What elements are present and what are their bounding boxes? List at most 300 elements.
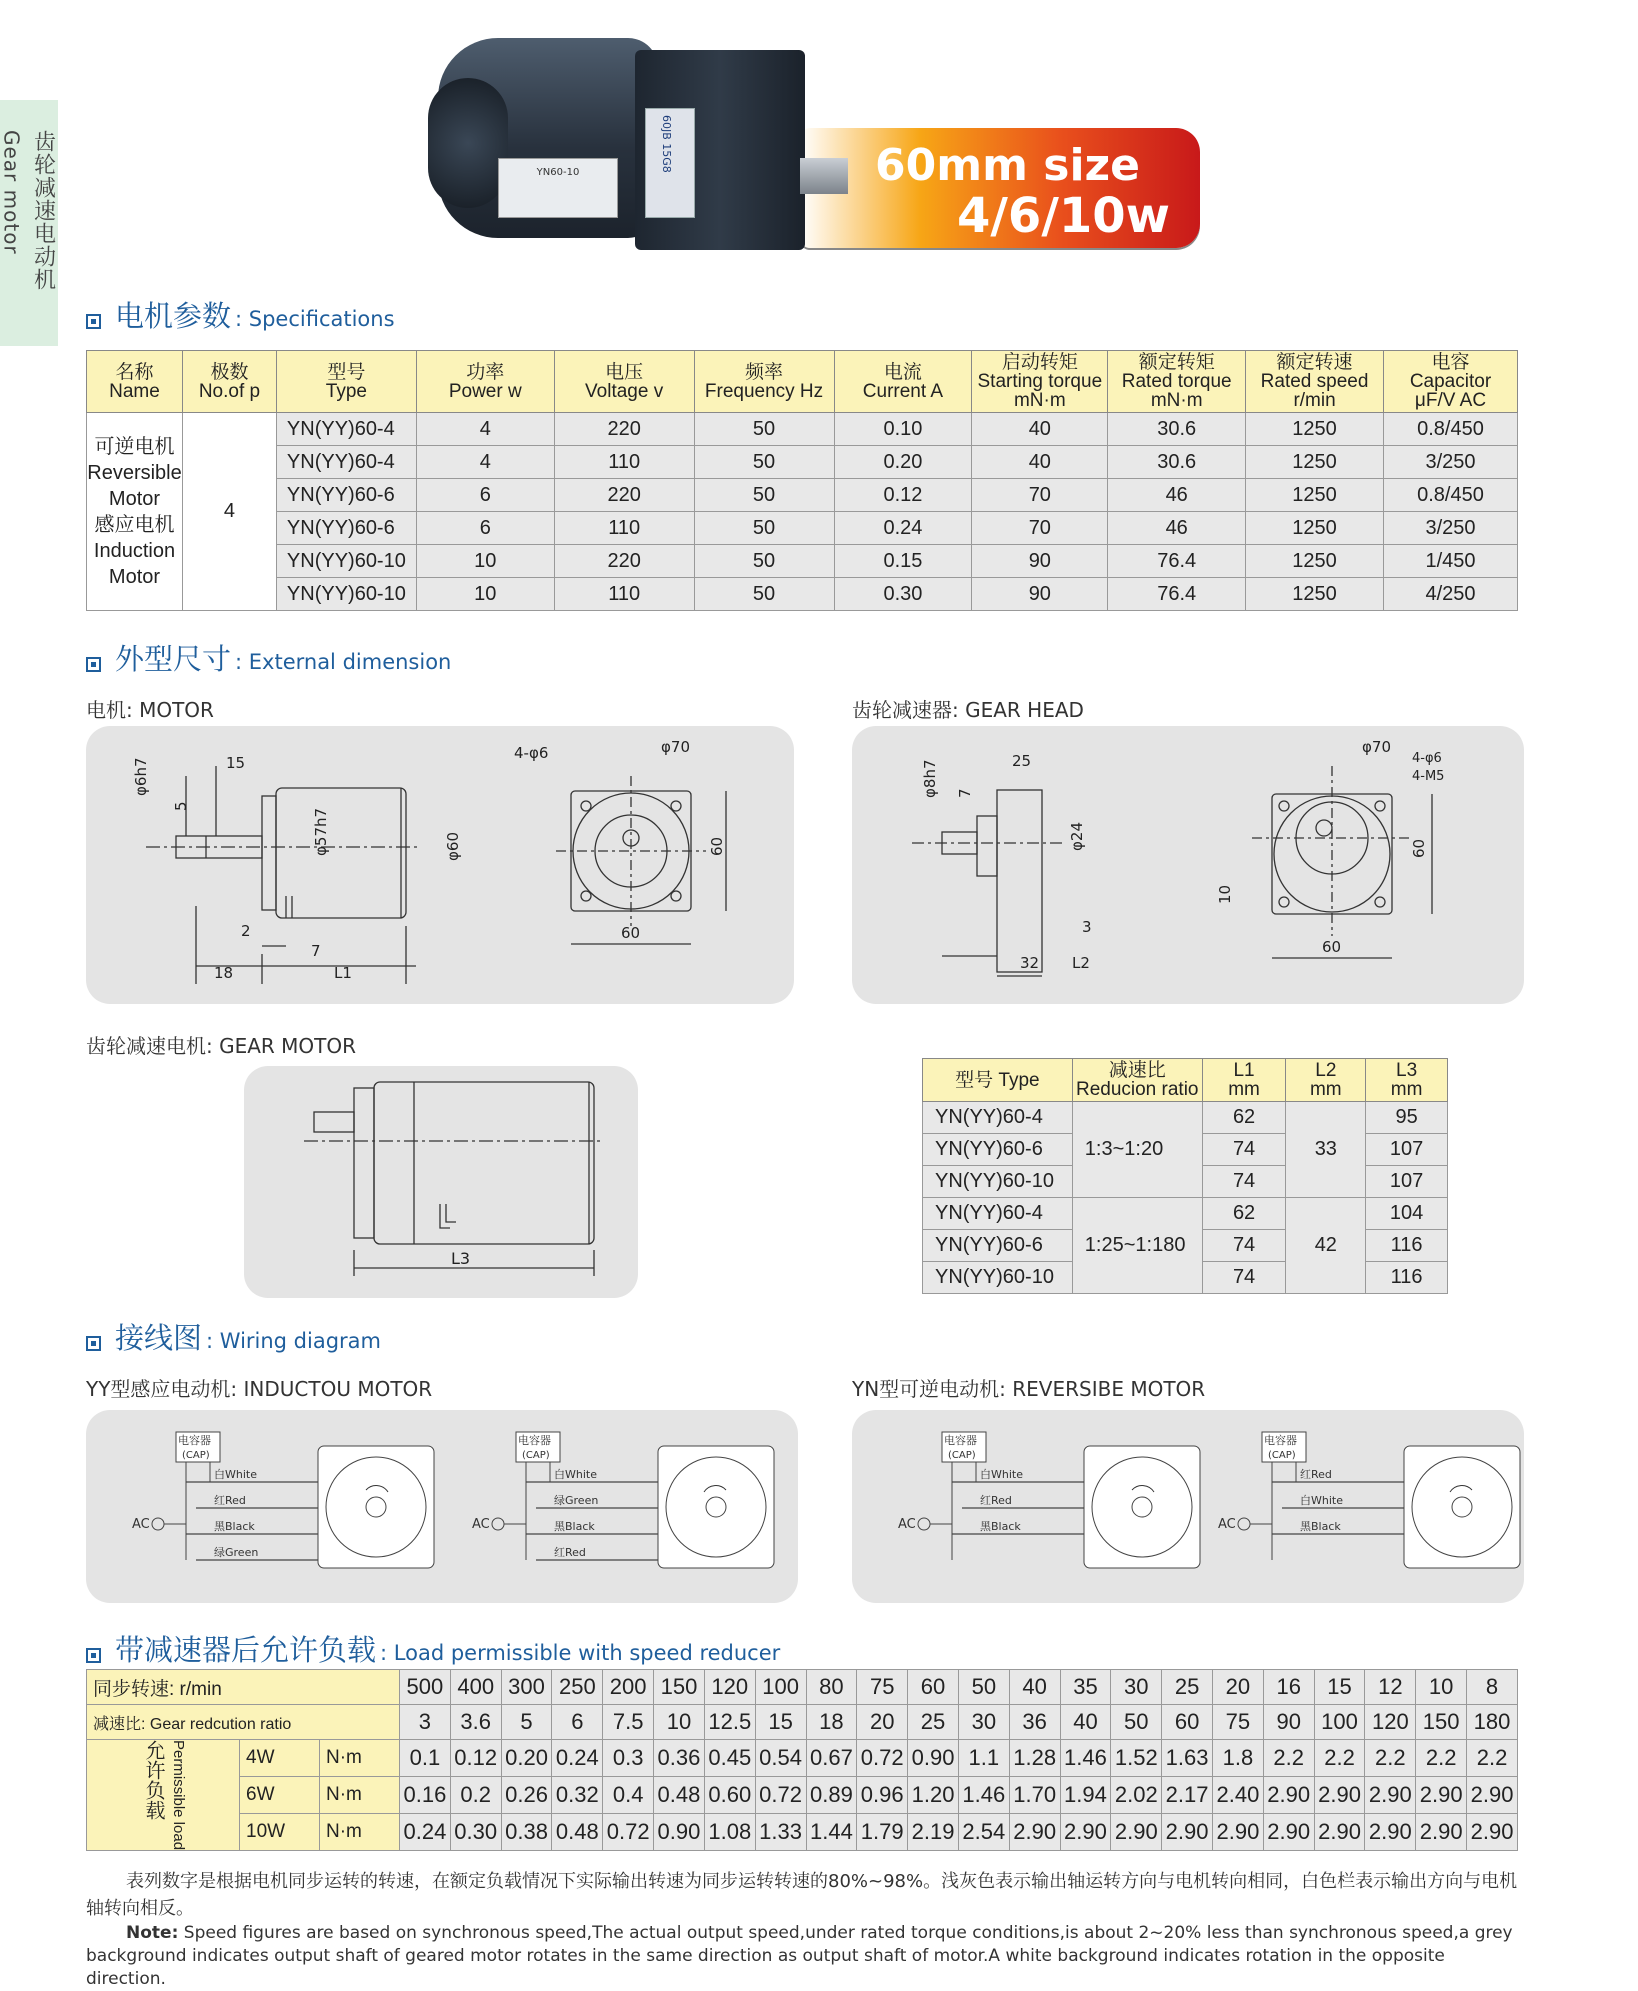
- svg-text:25: 25: [1012, 752, 1032, 770]
- ratio-l1-cell: 74: [1202, 1262, 1286, 1294]
- ratio-l1-cell: 62: [1202, 1102, 1286, 1134]
- ratio-header-cell: 减速比 Reducion ratio: [1072, 1059, 1202, 1102]
- ratio-l3-cell: 116: [1366, 1230, 1448, 1262]
- load-cell: 1.46: [1060, 1740, 1111, 1777]
- load-cell: 0.16: [400, 1777, 451, 1814]
- load-cell: 2.90: [1162, 1814, 1213, 1851]
- spec-cell: 46: [1108, 512, 1246, 545]
- load-cell: 2.2: [1314, 1740, 1365, 1777]
- load-ratio-cell: 3.6: [450, 1705, 501, 1740]
- spec-row: [87, 413, 1518, 446]
- load-cell: 2.90: [1314, 1814, 1365, 1851]
- motor-circle: [326, 1457, 426, 1557]
- load-ratio-cell: 5: [501, 1705, 552, 1740]
- capacitor-label-en: (CAP): [948, 1450, 976, 1461]
- load-cell: 0.72: [603, 1814, 654, 1851]
- load-ratio-cell: 6: [552, 1705, 603, 1740]
- load-cell: 0.48: [654, 1777, 705, 1814]
- spec-cell: YN(YY)60-6: [276, 479, 416, 512]
- load-cell: 0.38: [501, 1814, 552, 1851]
- spec-cell: 0.12: [834, 479, 972, 512]
- load-speed-cell: 40: [1009, 1670, 1060, 1705]
- spec-row: [87, 479, 1518, 512]
- load-ratio-cell: 75: [1213, 1705, 1264, 1740]
- load-speed-cell: 300: [501, 1670, 552, 1705]
- yn-wiring-panel: [852, 1410, 1524, 1603]
- section-bullet-icon: [86, 1648, 101, 1663]
- wire-label: 白White: [980, 1468, 1023, 1481]
- load-row: [87, 1777, 1518, 1814]
- load-label-cn: 允许负载: [142, 1740, 164, 1820]
- ratio-type-cell: YN(YY)60-4: [923, 1198, 1073, 1230]
- ratio-type-cell: YN(YY)60-6: [923, 1134, 1073, 1166]
- ratio-l1-cell: 74: [1202, 1166, 1286, 1198]
- load-cell: 1.52: [1111, 1740, 1162, 1777]
- subtitle-yy-motor: YY型感应电动机: INDUCTOU MOTOR: [86, 1377, 433, 1401]
- ac-source-icon: [152, 1518, 164, 1530]
- load-cell: 2.90: [1111, 1814, 1162, 1851]
- spec-cell: 40: [972, 446, 1108, 479]
- load-speed-cell: 150: [654, 1670, 705, 1705]
- svg-text:4-φ6: 4-φ6: [1412, 751, 1442, 766]
- load-cell: 0.90: [908, 1740, 959, 1777]
- svg-text:4-M5: 4-M5: [1412, 769, 1445, 784]
- spec-cell: 110: [554, 446, 694, 479]
- load-cell: 1.70: [1009, 1777, 1060, 1814]
- load-cell: 2.90: [1263, 1814, 1314, 1851]
- load-ratio-cell: 30: [958, 1705, 1009, 1740]
- wire-label: 黑Black: [980, 1520, 1021, 1533]
- load-cell: 0.26: [501, 1777, 552, 1814]
- ratio-range-cell: 1:3~1:20: [1072, 1102, 1202, 1198]
- svg-text:φ24: φ24: [1068, 822, 1086, 851]
- note-cn: 表列数字是根据电机同步运转的转速，在额定负载情况下实际输出转速为同步运转转速的80%~98%。浅灰色表示输出轴运转方向与电机转向相同，白色栏表示输出方向与电机轴转向相反。: [86, 1871, 1518, 1919]
- load-cell: 0.30: [450, 1814, 501, 1851]
- load-speed-label: 同步转速: r/min: [87, 1670, 400, 1705]
- spec-row: [87, 512, 1518, 545]
- section-title-specs: 电机参数 : Specifications: [86, 294, 395, 335]
- spec-cell: 1250: [1246, 545, 1384, 578]
- svg-text:18: 18: [214, 964, 234, 982]
- load-unit-cell: N·m: [320, 1740, 400, 1777]
- load-power-cell: 4W: [240, 1740, 320, 1777]
- spec-cell: 220: [554, 479, 694, 512]
- spec-row: [87, 446, 1518, 479]
- spec-cell: 50: [694, 578, 834, 611]
- section-bullet-icon: [86, 314, 101, 329]
- load-ratio-cell: 25: [908, 1705, 959, 1740]
- spec-cell: 30.6: [1108, 446, 1246, 479]
- load-cell: 2.90: [1365, 1814, 1416, 1851]
- load-cell: 0.72: [857, 1740, 908, 1777]
- load-cell: 2.90: [1365, 1777, 1416, 1814]
- banner-power: 4/6/10w: [957, 188, 1170, 244]
- motor-drawing-panel: [86, 726, 794, 1004]
- spec-cell: 40: [972, 413, 1108, 446]
- load-cell: 0.48: [552, 1814, 603, 1851]
- spec-header-cell: 额定转矩 Rated torque mN·m: [1108, 351, 1246, 413]
- motor-circle: [1092, 1457, 1192, 1557]
- load-ratio-cell: 120: [1365, 1705, 1416, 1740]
- spec-cell: 50: [694, 446, 834, 479]
- yn-wiring-diagram: [852, 1410, 1524, 1603]
- capacitor-label-en: (CAP): [1268, 1450, 1296, 1461]
- spec-cell: 10: [416, 545, 554, 578]
- load-cell: 2.2: [1263, 1740, 1314, 1777]
- load-cell: 2.17: [1162, 1777, 1213, 1814]
- load-cell: 2.19: [908, 1814, 959, 1851]
- spec-header-cell: 电压 Voltage v: [554, 351, 694, 413]
- load-cell: 0.12: [450, 1740, 501, 1777]
- load-cell: 0.36: [654, 1740, 705, 1777]
- wire-label: 绿Green: [214, 1546, 259, 1559]
- load-ratio-label: 减速比: Gear redcution ratio: [87, 1705, 400, 1740]
- side-tab-cn: 齿轮减速电动机: [30, 130, 56, 291]
- load-power-cell: 10W: [240, 1814, 320, 1851]
- load-cell: 1.63: [1162, 1740, 1213, 1777]
- load-ratio-cell: 3: [400, 1705, 451, 1740]
- load-speed-cell: 250: [552, 1670, 603, 1705]
- ratio-l3-cell: 107: [1366, 1166, 1448, 1198]
- spec-header-cell: 极数 No.of p: [182, 351, 276, 413]
- ratio-header-cell: 型号 Type: [923, 1059, 1073, 1102]
- load-ratio-cell: 10: [654, 1705, 705, 1740]
- svg-text:3: 3: [1082, 918, 1092, 936]
- spec-header-cell: 型号 Type: [276, 351, 416, 413]
- load-cell: 0.90: [654, 1814, 705, 1851]
- ratio-header-cell: L3 mm: [1366, 1059, 1448, 1102]
- ratio-header-cell: L1 mm: [1202, 1059, 1286, 1102]
- svg-text:φ60: φ60: [444, 832, 462, 861]
- spec-cell: 0.15: [834, 545, 972, 578]
- spec-cell: 1250: [1246, 479, 1384, 512]
- spec-cell: 110: [554, 578, 694, 611]
- ratio-table: [922, 1058, 1448, 1294]
- wire-label: 红Red: [554, 1546, 586, 1559]
- spec-cell: 1250: [1246, 512, 1384, 545]
- svg-text:60: 60: [1410, 838, 1428, 858]
- note-en: [86, 1922, 1526, 1991]
- svg-text:10: 10: [1216, 884, 1234, 904]
- ratio-type-cell: YN(YY)60-10: [923, 1262, 1073, 1294]
- spec-cell: 220: [554, 545, 694, 578]
- spec-poles-cell: 4: [182, 413, 276, 611]
- load-unit-cell: N·m: [320, 1777, 400, 1814]
- load-cell: 2.90: [1314, 1777, 1365, 1814]
- wire-label: 黑Black: [554, 1520, 595, 1533]
- ratio-l3-cell: 107: [1366, 1134, 1448, 1166]
- load-cell: 0.4: [603, 1777, 654, 1814]
- capacitor-label-en: (CAP): [522, 1450, 550, 1461]
- spec-cell: 76.4: [1108, 578, 1246, 611]
- motor-circle: [666, 1457, 766, 1557]
- spec-cell: 50: [694, 479, 834, 512]
- load-cell: 2.90: [1263, 1777, 1314, 1814]
- svg-text:φ8h7: φ8h7: [921, 759, 939, 798]
- spec-header-cell: 额定转速 Rated speed r/min: [1246, 351, 1384, 413]
- ratio-header-cell: L2 mm: [1286, 1059, 1366, 1102]
- load-cell: 2.90: [1009, 1814, 1060, 1851]
- spec-cell: 0.20: [834, 446, 972, 479]
- load-cell: 0.60: [704, 1777, 755, 1814]
- load-cell: 0.54: [755, 1740, 806, 1777]
- load-cell: 2.90: [1060, 1814, 1111, 1851]
- capacitor-label: 电容器: [1264, 1434, 1297, 1447]
- svg-text:15: 15: [226, 754, 246, 772]
- load-cell: 2.54: [958, 1814, 1009, 1851]
- load-ratio-row: [87, 1705, 1518, 1740]
- load-cell: 0.89: [806, 1777, 857, 1814]
- banner-size: 60mm size: [875, 140, 1140, 191]
- capacitor-label: 电容器: [178, 1434, 211, 1447]
- load-speed-cell: 500: [400, 1670, 451, 1705]
- spec-header-cell: 电容 Capacitor μF/V AC: [1383, 351, 1517, 413]
- section-bullet-icon: [86, 657, 101, 672]
- spec-cell: 70: [972, 479, 1108, 512]
- spec-header-cell: 启动转矩 Starting torque mN·m: [972, 351, 1108, 413]
- svg-text:φ57h7: φ57h7: [312, 807, 330, 856]
- load-ratio-cell: 90: [1263, 1705, 1314, 1740]
- wire-label: 黑Black: [214, 1520, 255, 1533]
- spec-row: [87, 578, 1518, 611]
- load-cell: 2.02: [1111, 1777, 1162, 1814]
- load-speed-cell: 75: [857, 1670, 908, 1705]
- spec-cell: 10: [416, 578, 554, 611]
- spec-header-cell: 电流 Current A: [834, 351, 972, 413]
- load-cell: 2.90: [1467, 1814, 1518, 1851]
- svg-text:7: 7: [311, 942, 321, 960]
- ratio-row: [923, 1198, 1448, 1230]
- load-cell: 1.44: [806, 1814, 857, 1851]
- load-speed-row: [87, 1670, 1518, 1705]
- ratio-l1-cell: 74: [1202, 1230, 1286, 1262]
- spec-cell: 220: [554, 413, 694, 446]
- spec-cell: 0.30: [834, 578, 972, 611]
- load-speed-cell: 200: [603, 1670, 654, 1705]
- load-ratio-cell: 7.5: [603, 1705, 654, 1740]
- ac-label: AC: [132, 1517, 150, 1532]
- capacitor-label-en: (CAP): [182, 1450, 210, 1461]
- spec-cell: 70: [972, 512, 1108, 545]
- load-ratio-cell: 12.5: [704, 1705, 755, 1740]
- load-cell: 0.20: [501, 1740, 552, 1777]
- yy-wiring-panel: [86, 1410, 798, 1603]
- ratio-range-cell: 1:25~1:180: [1072, 1198, 1202, 1294]
- wire-label: 绿Green: [554, 1494, 599, 1507]
- load-speed-cell: 80: [806, 1670, 857, 1705]
- ratio-row: [923, 1102, 1448, 1134]
- subtitle-gear-head: 齿轮减速器: GEAR HEAD: [852, 698, 1084, 722]
- wire-label: 白White: [214, 1468, 257, 1481]
- load-speed-cell: 20: [1213, 1670, 1264, 1705]
- spec-cell: 3/250: [1383, 512, 1517, 545]
- wire-label: 红Red: [980, 1494, 1012, 1507]
- spec-cell: 50: [694, 413, 834, 446]
- load-cell: 0.45: [704, 1740, 755, 1777]
- svg-text:2: 2: [241, 922, 251, 940]
- load-cell: 0.24: [552, 1740, 603, 1777]
- svg-text:4-φ6: 4-φ6: [514, 744, 549, 762]
- svg-text:φ70: φ70: [1362, 738, 1391, 756]
- gearbox-nameplate: 60JB 15G8: [645, 108, 695, 218]
- spec-name-cell: 可逆电机 Reversible Motor 感应电机 Induction Motor: [87, 413, 183, 611]
- load-cell: 2.2: [1467, 1740, 1518, 1777]
- load-ratio-cell: 15: [755, 1705, 806, 1740]
- spec-cell: 4: [416, 413, 554, 446]
- load-ratio-cell: 20: [857, 1705, 908, 1740]
- svg-text:5: 5: [172, 801, 190, 811]
- load-ratio-cell: 100: [1314, 1705, 1365, 1740]
- subtitle-motor: 电机: MOTOR: [86, 698, 214, 722]
- load-cell: 0.32: [552, 1777, 603, 1814]
- motor-circle: [1412, 1457, 1512, 1557]
- product-hero: [420, 28, 1200, 278]
- ac-label: AC: [472, 1517, 490, 1532]
- gear-motor-drawing: [244, 1066, 638, 1298]
- load-cell: 2.90: [1416, 1814, 1467, 1851]
- spec-row: [87, 545, 1518, 578]
- spec-cell: 110: [554, 512, 694, 545]
- load-speed-cell: 15: [1314, 1670, 1365, 1705]
- spec-cell: 30.6: [1108, 413, 1246, 446]
- capacitor-label: 电容器: [518, 1434, 551, 1447]
- load-cell: 2.90: [1213, 1814, 1264, 1851]
- load-ratio-cell: 180: [1467, 1705, 1518, 1740]
- ratio-l3-cell: 95: [1366, 1102, 1448, 1134]
- load-power-cell: 6W: [240, 1777, 320, 1814]
- load-cell: 0.96: [857, 1777, 908, 1814]
- gear-head-drawing-panel: [852, 726, 1524, 1004]
- ratio-l1-cell: 74: [1202, 1134, 1286, 1166]
- svg-text:32: 32: [1020, 954, 1040, 972]
- ac-source-icon: [918, 1518, 930, 1530]
- svg-text:L1: L1: [334, 964, 352, 982]
- ratio-l3-cell: 104: [1366, 1198, 1448, 1230]
- wire-label: 红Red: [214, 1494, 246, 1507]
- capacitor-label: 电容器: [944, 1434, 977, 1447]
- spec-table: [86, 350, 1518, 611]
- load-cell: 1.33: [755, 1814, 806, 1851]
- load-ratio-cell: 40: [1060, 1705, 1111, 1740]
- load-speed-cell: 10: [1416, 1670, 1467, 1705]
- spec-header-cell: 频率 Frequency Hz: [694, 351, 834, 413]
- spec-cell: 0.10: [834, 413, 972, 446]
- section-title-wiring: 接线图 : Wiring diagram: [86, 1316, 381, 1357]
- load-cell: 1.79: [857, 1814, 908, 1851]
- spec-cell: 1250: [1246, 446, 1384, 479]
- load-cell: 1.08: [704, 1814, 755, 1851]
- spec-cell: 4/250: [1383, 578, 1517, 611]
- spec-cell: 4: [416, 446, 554, 479]
- load-cell: 0.72: [755, 1777, 806, 1814]
- section-title-dimension: 外型尺寸 : External dimension: [86, 637, 451, 678]
- spec-cell: YN(YY)60-6: [276, 512, 416, 545]
- load-cell: 2.2: [1416, 1740, 1467, 1777]
- spec-cell: YN(YY)60-10: [276, 578, 416, 611]
- svg-text:7: 7: [956, 788, 974, 798]
- spec-cell: 1/450: [1383, 545, 1517, 578]
- svg-text:L2: L2: [1072, 954, 1090, 972]
- side-tab: [0, 100, 58, 346]
- svg-text:60: 60: [1322, 938, 1342, 956]
- subtitle-gear-motor: 齿轮减速电机: GEAR MOTOR: [86, 1034, 357, 1058]
- load-speed-cell: 16: [1263, 1670, 1314, 1705]
- spec-cell: 50: [694, 545, 834, 578]
- load-unit-cell: N·m: [320, 1814, 400, 1851]
- load-speed-cell: 60: [908, 1670, 959, 1705]
- spec-cell: 50: [694, 512, 834, 545]
- load-speed-cell: 120: [704, 1670, 755, 1705]
- gear-motor-drawing-panel: [244, 1066, 638, 1298]
- ac-source-icon: [492, 1518, 504, 1530]
- load-cell: 2.90: [1416, 1777, 1467, 1814]
- load-cell: 1.94: [1060, 1777, 1111, 1814]
- load-speed-cell: 12: [1365, 1670, 1416, 1705]
- section-bullet-icon: [86, 1336, 101, 1351]
- svg-text:60: 60: [708, 836, 726, 856]
- ratio-l1-cell: 62: [1202, 1198, 1286, 1230]
- load-table: [86, 1669, 1518, 1851]
- load-ratio-cell: 60: [1162, 1705, 1213, 1740]
- spec-cell: 0.24: [834, 512, 972, 545]
- load-ratio-cell: 50: [1111, 1705, 1162, 1740]
- gear-head-drawing: [852, 726, 1524, 1004]
- spec-cell: 0.8/450: [1383, 479, 1517, 512]
- spec-cell: 6: [416, 512, 554, 545]
- load-cell: 2.90: [1467, 1777, 1518, 1814]
- load-ratio-cell: 18: [806, 1705, 857, 1740]
- subtitle-yn-motor: YN型可逆电动机: REVERSIBE MOTOR: [852, 1377, 1206, 1401]
- load-cell: 0.24: [400, 1814, 451, 1851]
- load-ratio-cell: 36: [1009, 1705, 1060, 1740]
- spec-cell: 1250: [1246, 578, 1384, 611]
- svg-text:φ6h7: φ6h7: [132, 757, 150, 796]
- load-cell: 0.1: [400, 1740, 451, 1777]
- spec-cell: 3/250: [1383, 446, 1517, 479]
- load-cell: 1.28: [1009, 1740, 1060, 1777]
- ratio-l2-cell: 33: [1286, 1102, 1366, 1198]
- ratio-type-cell: YN(YY)60-10: [923, 1166, 1073, 1198]
- section-title-load: 带减速器后允许负载 : Load permissible with speed reducer: [86, 1628, 780, 1669]
- spec-header-cell: 功率 Power w: [416, 351, 554, 413]
- ratio-type-cell: YN(YY)60-6: [923, 1230, 1073, 1262]
- note-en-text: Speed figures are based on synchronous speed,The actual output speed,under rated torque conditions,is about 2~20% less than synchronous speed,a grey background indicates output shaft of geared motor rotates in the same direction as output shaft of motor.A white background indicates rotation in the opposite direction.: [86, 1923, 1513, 1989]
- load-cell: 2.40: [1213, 1777, 1264, 1814]
- side-tab-en: Gear motor: [0, 130, 24, 255]
- note-label: Note:: [126, 1923, 179, 1943]
- spec-cell: 1250: [1246, 413, 1384, 446]
- load-speed-cell: 400: [450, 1670, 501, 1705]
- spec-cell: 0.8/450: [1383, 413, 1517, 446]
- ac-source-icon: [1238, 1518, 1250, 1530]
- wire-label: 白White: [1300, 1494, 1343, 1507]
- wire-label: 黑Black: [1300, 1520, 1341, 1533]
- load-cell: 0.67: [806, 1740, 857, 1777]
- spec-cell: 76.4: [1108, 545, 1246, 578]
- ratio-type-cell: YN(YY)60-4: [923, 1102, 1073, 1134]
- ac-label: AC: [898, 1517, 916, 1532]
- ac-label: AC: [1218, 1517, 1236, 1532]
- motor-photo: [438, 38, 658, 238]
- load-cell: 1.46: [958, 1777, 1009, 1814]
- load-row: [87, 1740, 1518, 1777]
- spec-cell: 90: [972, 578, 1108, 611]
- load-speed-cell: 30: [1111, 1670, 1162, 1705]
- load-speed-cell: 100: [755, 1670, 806, 1705]
- load-speed-cell: 35: [1060, 1670, 1111, 1705]
- load-speed-cell: 8: [1467, 1670, 1518, 1705]
- ratio-l3-cell: 116: [1366, 1262, 1448, 1294]
